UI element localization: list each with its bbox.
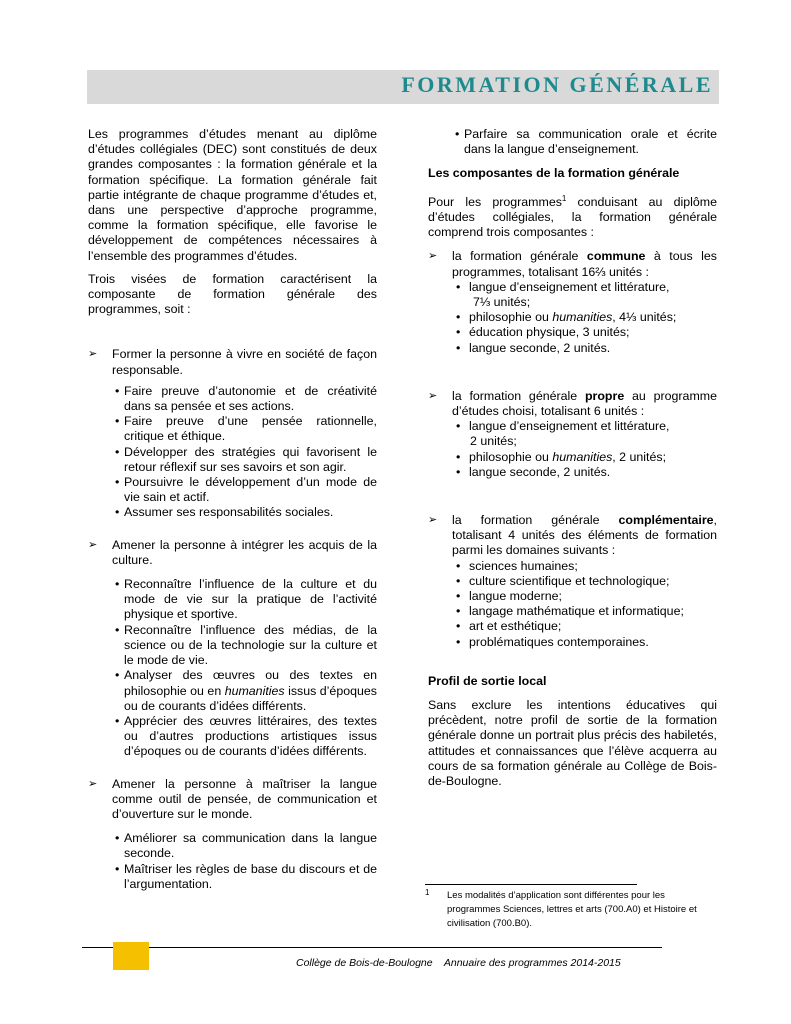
profil-paragraph: Sans exclure les intentions éducatives qui précèdent, notre profil de sortie de la formation générale donne un portrait plus précis des habiletés, attitudes et connaissances que l’élève acquerra au cours de sa formation générale au Collège de Bois-de-Boulogne. <box>428 698 717 789</box>
list-item: • langue d’enseignement et littérature, 7⅓ unités; <box>456 279 670 309</box>
intro-paragraph: Les programmes d’études menant au diplôme d’études collégiales (DEC) sont constitués de deux grandes composantes : la formation générale et la formation spécifique. La formation générale fait partie intégrante de chaque programme d’études et, dans une perspective d’approche programme, comme la formation spécifique, elle favorise le développement de compétences nécessaires à l’ensemble des programmes d’études. <box>88 127 377 263</box>
goal-1-list <box>112 384 377 521</box>
section-heading-composantes: Les composantes de la formation générale <box>428 166 680 181</box>
bullet-icon: • <box>456 573 461 588</box>
bullet-icon: • <box>115 831 120 846</box>
list-item: • Reconnaître l’influence de la culture et du mode de vie sur la pratique de l’activité physique et sportive. <box>115 577 377 622</box>
composantes-paragraph: Pour les programmes$^1$ conduisant au diplôme d’études collégiales, la formation générale comprend trois composantes : <box>428 193 717 240</box>
list-item: • philosophie ou humanities, 2 unités; <box>456 449 667 464</box>
list-item: • éducation physique, 3 unités; <box>456 325 630 340</box>
bullet-icon: • <box>115 475 120 490</box>
list-item: • langue seconde, 2 unités. <box>456 340 611 355</box>
list-item: • problématiques contemporaines. <box>456 634 649 649</box>
bullet-icon: • <box>115 577 120 592</box>
visees-intro: Trois visées de formation caractérisent la composante de formation générale des programmes, soit : <box>88 271 377 317</box>
header-bar <box>87 70 719 104</box>
bullet-icon: • <box>456 419 461 434</box>
list-item: • Assumer ses responsabilités sociales. <box>115 505 334 520</box>
footer-rule <box>82 947 662 948</box>
bullet-icon: • <box>456 634 461 649</box>
goal-2-text: Amener la personne à intégrer les acquis de la culture. <box>112 537 377 567</box>
arrow-bullet-icon: ➢ <box>428 250 438 263</box>
arrow-bullet-icon: ➢ <box>88 348 98 361</box>
bullet-icon: • <box>115 414 120 429</box>
list-item: • Reconnaître l’influence des médias, de la science ou de la technologie sur la culture et le mode de vie. <box>115 622 377 668</box>
list-item: • philosophie ou humanities, 4⅓ unités; <box>456 310 677 325</box>
bullet-icon: • <box>115 505 120 520</box>
list-item: • Faire preuve d’une pensée rationnelle, critique et éthique. <box>115 414 377 444</box>
bullet-icon: • <box>115 622 120 637</box>
list-item: • langage mathématique et informatique; <box>456 604 684 619</box>
commune-list <box>452 280 717 356</box>
footer-text: Collège de Bois-de-Boulogne Annuaire des programmes 2014-2015 <box>296 957 621 969</box>
arrow-bullet-icon: ➢ <box>428 513 438 526</box>
footnote-number: 1 <box>425 888 430 897</box>
footer-accent-block <box>113 942 149 970</box>
list-item: • Faire preuve d’autonomie et de créativité dans sa pensée et ses actions. <box>115 383 377 414</box>
complementaire-list <box>452 559 717 650</box>
list-item: • Poursuivre le développement d’un mode de vie sain et actif. <box>115 475 377 505</box>
list-item: • Analyser des œuvres ou des textes en philosophie ou en humanities issus d’époques ou de courants d’idées différents. <box>115 668 377 713</box>
page-title: FORMATION GÉNÉRALE <box>401 72 713 97</box>
bullet-icon: • <box>456 464 461 479</box>
goal-3-text: Amener la personne à maîtriser la langue comme outil de pensée, de communication et d’ouverture sur le monde. <box>112 776 377 821</box>
list-item: • Développer des stratégies qui favorisent le retour réflexif sur ses savoirs et son agir. <box>115 444 377 474</box>
list-item: • langue moderne; <box>456 589 562 603</box>
bullet-icon: • <box>456 449 461 464</box>
list-item: • Maîtriser les règles de base du discours et de l’argumentation. <box>115 861 377 891</box>
section-heading-profil: Profil de sortie local <box>428 673 547 688</box>
bullet-icon: • <box>456 279 461 294</box>
bullet-icon: • <box>115 444 120 459</box>
bullet-icon: • <box>456 604 461 619</box>
arrow-bullet-icon: ➢ <box>88 777 98 790</box>
list-item: • Améliorer sa communication dans la langue seconde. <box>115 831 377 861</box>
propre-list <box>452 419 717 480</box>
footnote-text: Les modalités d’application sont différentes pour les programmes Sciences, lettres et arts (700.A0) et Histoire et civilisation (700.B0). <box>447 890 697 929</box>
list-item: • culture scientifique et technologique; <box>456 573 670 588</box>
list-item: • langue d’enseignement et littérature, 2 unités; <box>456 419 670 449</box>
bullet-icon: • <box>115 383 120 398</box>
bullet-icon: • <box>115 668 120 683</box>
goal-1 <box>88 347 377 377</box>
footnote-divider <box>425 884 637 885</box>
footnote-ref: 1 <box>561 193 567 203</box>
goal-2 <box>88 538 377 568</box>
list-item: • Parfaire sa communication orale et écrite dans la langue d’enseignement. <box>455 127 717 157</box>
continued-list <box>452 127 717 157</box>
list-item: • art et esthétique; <box>456 619 562 634</box>
list-item: • sciences humaines; <box>456 558 578 573</box>
goal-2-list <box>112 577 377 759</box>
component-commune: ➢ la formation générale commune à tous les programmes, totalisant 16⅔ unités : <box>428 249 717 279</box>
arrow-bullet-icon: ➢ <box>428 389 438 402</box>
bullet-icon: • <box>455 127 460 141</box>
component-propre: ➢ la formation générale propre au programme d’études choisi, totalisant 6 unités : <box>428 388 717 418</box>
goal-1-text: Former la personne à vivre en société de façon responsable. <box>112 347 377 377</box>
left-column <box>88 127 377 892</box>
bullet-icon: • <box>115 861 120 876</box>
component-complementaire: ➢ la formation générale complémentaire, totalisant 4 unités des éléments de formation parmi les domaines suivants : <box>428 512 717 558</box>
bullet-icon: • <box>456 558 461 573</box>
bullet-icon: • <box>456 589 461 603</box>
list-item: • Apprécier des œuvres littéraires, des textes ou d’autres productions artistiques issus d’époques ou de courants d’idées différents. <box>115 713 377 759</box>
bullet-icon: • <box>115 713 120 728</box>
list-item: • langue seconde, 2 unités. <box>456 464 611 479</box>
right-column <box>428 127 717 789</box>
arrow-bullet-icon: ➢ <box>88 538 98 551</box>
bullet-icon: • <box>456 325 461 340</box>
bullet-icon: • <box>456 340 461 355</box>
goal-3 <box>88 777 377 823</box>
goal-3-list <box>112 831 377 892</box>
bullet-icon: • <box>456 619 461 634</box>
bullet-icon: • <box>456 310 461 325</box>
